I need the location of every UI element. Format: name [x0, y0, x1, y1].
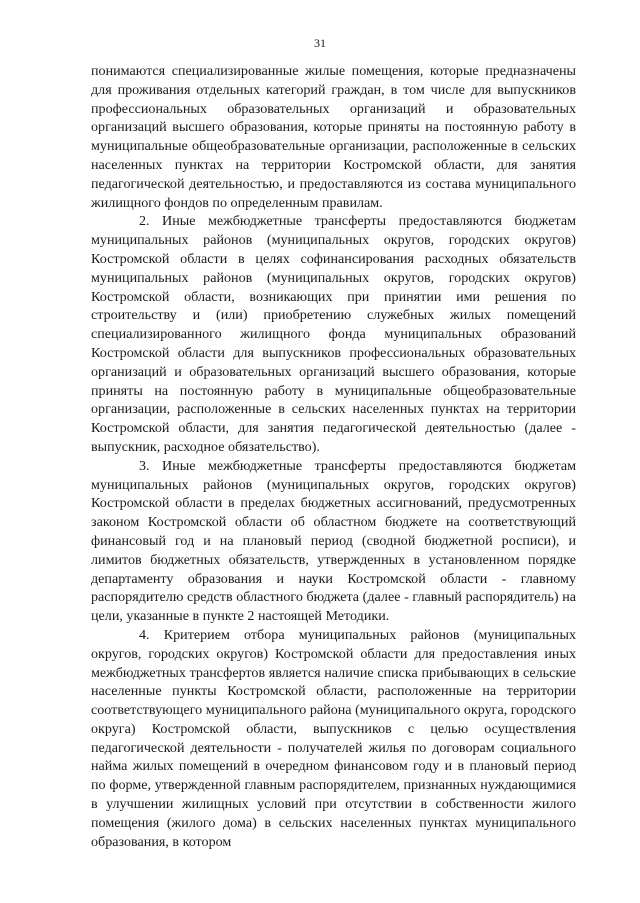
paragraph-continuation: понимаются специализированные жилые помещения, которые предназначены для проживания отдельных категорий граждан, в том числе для выпускников профессиональных образовательных организаций и образовательных организаций высшего образования, которые приняты на постоянную работу в муниципальные общеобразовательные организации, расположенные в сельских населенных пунктах на территории Костромской области, для занятия педагогической деятельностью, и предоставляются из состава муниципального жилищного фондов по определенным правилам.	[91, 63, 576, 211]
document-body	[91, 62, 576, 851]
paragraph-item-4: 4. Критерием отбора муниципальных районов (муниципальных округов, городских округов) Костромской области для предоставления иных межбюджетных трансфертов является наличие списка прибывающих в сельские населенные пункты Костромской области, расположенные на территории соответствующего муниципального района (муниципального округа, городского округа) Костромской области, выпускников с целью осуществления педагогической деятельности - получателей жилья по договорам социального найма жилых помещений в очередном финансовом году и в плановый период по форме, утвержденной главным распорядителем, признанных нуждающимися в улучшении жилищных условий при отсутствии в собственности жилого помещения (жилого дома) в сельских населенных пунктах муниципального образования, в котором	[91, 626, 577, 850]
paragraph-item-3: 3. Иные межбюджетные трансферты предоставляются бюджетам муниципальных районов (муниципальных округов, городских округов) Костромской области в пределах бюджетных ассигнований, предусмотренных законом Костромской области об областном бюджете на соответствующий финансовый год и на плановый период (сводной бюджетной росписи), и лимитов бюджетных обязательств, утвержденных в установленном порядке департаменту образования и науки Костромской области - главному распорядителю средств областного бюджета (далее - главный распорядитель) на цели, указанные в пункте 2 настоящей Методики.	[91, 457, 576, 625]
page-number: 31	[314, 36, 326, 50]
paragraph-item-2: 2. Иные межбюджетные трансферты предоставляются бюджетам муниципальных районов (муниципальных округов, городских округов) Костромской области в целях софинансирования расходных обязательств муниципальных районов (муниципальных округов, городских округов) Костромской области, возникающих при принятии ими решения по строительству и (или) приобретению служебных жилых помещений специализированного жилищного фонда муниципальных образований Костромской области для выпускников профессиональных образовательных организаций и образовательных организаций высшего образования, которые приняты на постоянную работу в муниципальные общеобразовательные организации, расположенные в сельских населенных пунктах на территории Костромской области, для занятия педагогической деятельностью (далее - выпускник, расходное обязательство).	[91, 213, 576, 455]
